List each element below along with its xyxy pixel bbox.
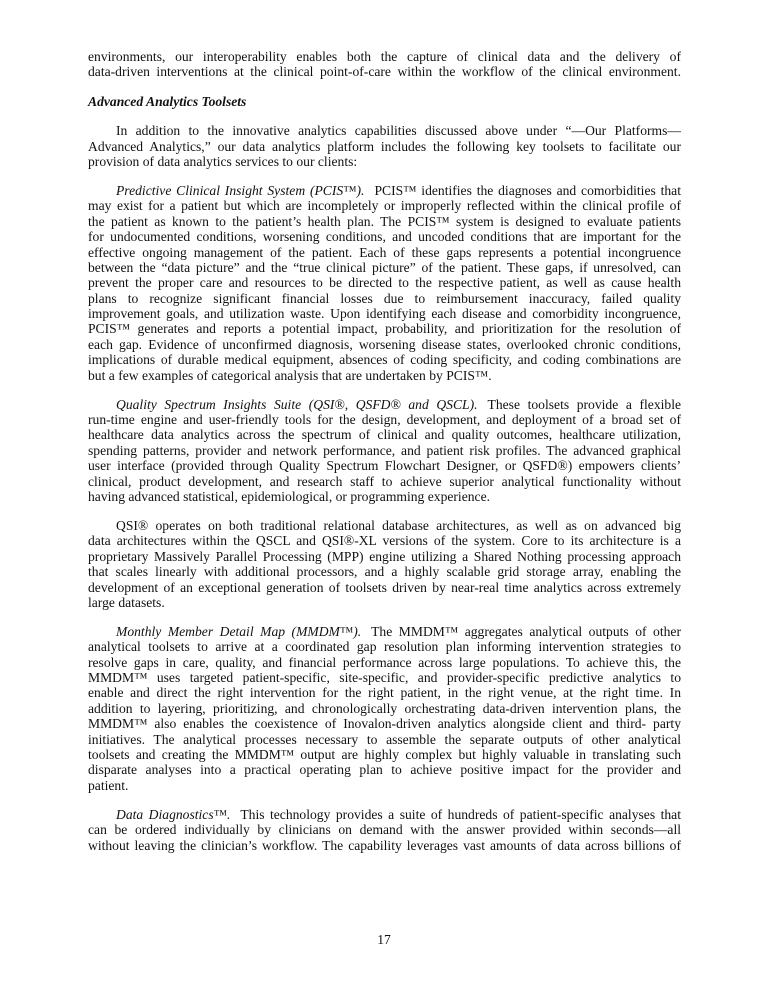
text-line: large datasets. <box>88 594 165 610</box>
paragraph <box>88 397 681 505</box>
paragraph <box>88 49 681 80</box>
text-line: environments, our interoperability enables both the capture of clinical data and the delivery of <box>88 49 681 64</box>
section-body <box>88 123 681 853</box>
text-line: analytical toolsets to arrive at a coordinated gap resolution plan informing intervention strategies to <box>88 639 681 655</box>
text-line <box>88 397 681 412</box>
text-line: healthcare data analytics across the spectrum of clinical and quality outcomes, healthcare utilization, <box>88 427 681 443</box>
text-line: prevent the proper care and resources to be directed to the respective patient, as well as cause health <box>88 275 681 291</box>
text-line: MMDM™ also enables the coexistence of Inovalon-driven analytics alongside client and third- party <box>88 716 681 732</box>
paragraph-lead: Monthly Member Detail Map (MMDM™). <box>116 623 362 639</box>
line-text: The MMDM™ aggregates analytical outputs of other <box>371 623 681 639</box>
paragraph-lead: Quality Spectrum Insights Suite (QSI®, QSFD® and QSCL). <box>116 396 478 412</box>
text-line: resolve gaps in care, quality, and financial performance across large populations. To achieve this, the <box>88 654 681 670</box>
text-line: run-time engine and user-friendly tools for the design, development, and deployment of a broad set of <box>88 412 681 428</box>
intro-section <box>88 49 681 80</box>
text-line: development of an exceptional generation of toolsets driven by near-real time analytics across extremely <box>88 579 681 595</box>
paragraph <box>88 807 681 853</box>
text-line: patient. <box>88 777 129 793</box>
text-line: the patient as known to the patient’s health plan. The PCIS™ system is designed to evaluate patients <box>88 213 681 229</box>
text-line: In addition to the innovative analytics capabilities discussed above under “—Our Platforms— <box>116 123 681 139</box>
text-line: user interface (provided through Quality Spectrum Flowchart Designer, or QSFD®) empowers clients’ <box>88 458 681 474</box>
paragraph <box>88 624 681 793</box>
paragraph <box>88 518 681 610</box>
text-line: initiatives. The analytical processes necessary to assemble the separate outputs of other analytical <box>88 731 681 747</box>
text-line: spending patterns, provider and network performance, and patient risk profiles. The advanced graphical <box>88 442 681 458</box>
text-line: Advanced Analytics,” our data analytics platform includes the following key toolsets to facilitate our <box>88 138 681 154</box>
text-line: proprietary Massively Parallel Processing (MPP) engine utilizing a Shared Nothing processing approach <box>88 548 681 564</box>
document-page <box>88 49 681 867</box>
text-line: data architectures within the QSCL and QSI®-XL versions of the system. Core to its architecture is a <box>88 533 681 549</box>
text-line: provision of data analytics services to our clients: <box>88 153 358 169</box>
paragraph-lead: Predictive Clinical Insight System (PCIS™). <box>116 182 365 198</box>
text-line: MMDM™ uses targeted patient-specific, site-specific, and provider-specific predictive analytics to <box>88 670 681 686</box>
text-line: improvement goals, and utilization waste. Upon identifying each disease and comorbidity incongruence, <box>88 306 681 322</box>
text-line: between the “data picture” and the “true clinical picture” of the patient. These gaps, if unresolved, can <box>88 259 681 275</box>
text-line: but a few examples of categorical analysis that are undertaken by PCIS™. <box>88 367 492 383</box>
line-text: PCIS™ identifies the diagnoses and comorbidities that <box>374 182 681 198</box>
text-line <box>88 807 681 822</box>
text-line: data-driven interventions at the clinical point-of-care within the workflow of the clinical environment. <box>88 64 681 80</box>
text-line: toolsets and creating the MMDM™ output are highly complex but highly valuable in translating such <box>88 747 681 763</box>
line-text: These toolsets provide a flexible <box>487 396 682 412</box>
paragraph <box>88 123 681 169</box>
text-line: without leaving the clinician’s workflow. The capability leverages vast amounts of data across billions of <box>88 837 681 853</box>
text-line: plans to recognize significant financial losses due to reimbursement inaccuracy, failed quality <box>88 290 681 306</box>
text-line: having advanced statistical, epidemiological, or programming experience. <box>88 488 491 504</box>
text-line <box>88 624 681 639</box>
text-line: may exist for a patient but which are incompletely or improperly reflected within the clinical profile of <box>88 198 681 214</box>
page-number: 17 <box>377 932 391 947</box>
paragraph <box>88 183 681 383</box>
text-line: implications of durable medical equipment, absences of coding specificity, and coding combinations are <box>88 352 681 368</box>
text-line: disparate analyses into a practical operating plan to achieve positive impact for the provider and <box>88 762 681 778</box>
text-line: can be ordered individually by clinicians on demand with the answer provided within seconds—all <box>88 822 681 838</box>
text-line: effective ongoing management of the patient. Each of these gaps represents a potential incongruence <box>88 244 681 260</box>
text-line: that scales linearly with additional processors, and a highly scalable grid storage array, enabling the <box>88 564 681 580</box>
text-line: each gap. Evidence of unconfirmed diagnosis, worsening disease states, overlooked chronic conditions, <box>88 336 681 352</box>
text-line: QSI® operates on both traditional relational database architectures, as well as on advanced big <box>116 517 681 533</box>
section-heading: Advanced Analytics Toolsets <box>88 93 247 109</box>
text-line <box>88 183 681 198</box>
text-line: addition to layering, prioritizing, and chronologically orchestrating data-driven intervention plans, the <box>88 700 681 716</box>
text-line: PCIS™ generates and reports a potential impact, probability, and prioritization for the resolution of <box>88 321 681 337</box>
text-line: clinical, product development, and research staff to achieve superior analytical functionality without <box>88 473 681 489</box>
text-line: for undocumented conditions, worsening conditions, and uncoded conditions that are important for the <box>88 229 681 245</box>
line-text: This technology provides a suite of hundreds of patient-specific analyses that <box>240 806 681 822</box>
paragraph-lead: Data Diagnostics™. <box>116 806 231 822</box>
text-line: enable and direct the right intervention for the right patient, in the right venue, at the right time. In <box>88 685 681 701</box>
